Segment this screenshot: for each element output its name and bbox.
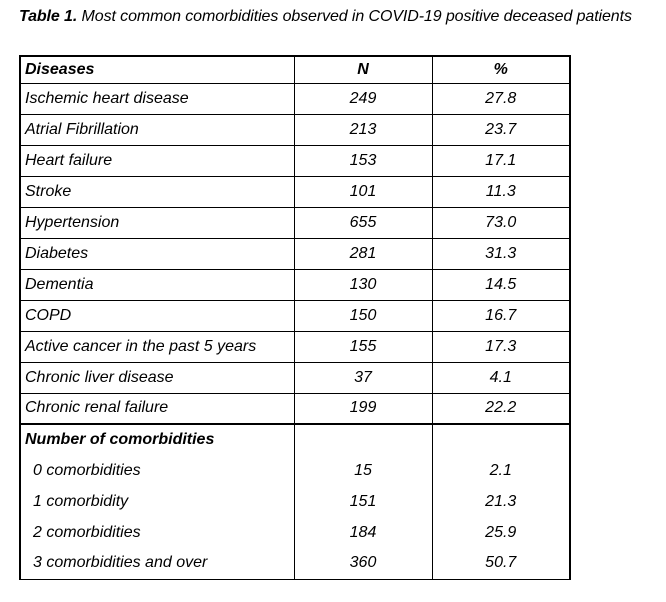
table-row — [20, 517, 570, 548]
disease-percent: 4.1 — [432, 362, 570, 393]
table-caption-text: Most common comorbidities observed in COVID-19 positive deceased patients — [81, 8, 632, 25]
disease-name: Stroke — [20, 176, 294, 207]
disease-name: Hypertension — [20, 207, 294, 238]
comorbidity-count-label: 1 comorbidity — [20, 486, 294, 517]
table-row — [20, 207, 570, 238]
disease-name: Heart failure — [20, 145, 294, 176]
section-empty-percent — [432, 424, 570, 455]
disease-name: Chronic liver disease — [20, 362, 294, 393]
disease-count: 153 — [294, 145, 432, 176]
disease-name: Chronic renal failure — [20, 393, 294, 424]
comorbidity-count-label: 2 comorbidities — [20, 517, 294, 548]
disease-name: Dementia — [20, 269, 294, 300]
disease-percent: 17.1 — [432, 145, 570, 176]
comorbidity-count-n: 151 — [294, 486, 432, 517]
table-row — [20, 114, 570, 145]
table-header-row — [20, 56, 570, 83]
disease-percent: 22.2 — [432, 393, 570, 424]
comorbidity-count-n: 360 — [294, 548, 432, 579]
section-title: Number of comorbidities — [20, 424, 294, 455]
table-row — [20, 331, 570, 362]
disease-count: 281 — [294, 238, 432, 269]
disease-count: 101 — [294, 176, 432, 207]
disease-name: COPD — [20, 300, 294, 331]
disease-count: 155 — [294, 331, 432, 362]
header-n: N — [294, 56, 432, 83]
comorbidity-count-percent: 21.3 — [432, 486, 570, 517]
disease-percent: 31.3 — [432, 238, 570, 269]
comorbidity-count-n: 15 — [294, 455, 432, 486]
comorbidity-section-header — [20, 424, 570, 455]
disease-percent: 27.8 — [432, 83, 570, 114]
comorbidity-count-percent: 25.9 — [432, 517, 570, 548]
table-row — [20, 548, 570, 579]
table-row — [20, 393, 570, 424]
disease-name: Diabetes — [20, 238, 294, 269]
disease-count: 130 — [294, 269, 432, 300]
disease-count: 150 — [294, 300, 432, 331]
comorbidity-count-percent: 2.1 — [432, 455, 570, 486]
header-diseases: Diseases — [20, 56, 294, 83]
section-empty-n — [294, 424, 432, 455]
disease-percent: 17.3 — [432, 331, 570, 362]
table-row — [20, 300, 570, 331]
table-row — [20, 455, 570, 486]
comorbidities-table — [19, 55, 571, 580]
disease-count: 249 — [294, 83, 432, 114]
table-row — [20, 176, 570, 207]
comorbidity-count-n: 184 — [294, 517, 432, 548]
table-row — [20, 83, 570, 114]
disease-percent: 23.7 — [432, 114, 570, 145]
disease-count: 655 — [294, 207, 432, 238]
disease-name: Active cancer in the past 5 years — [20, 331, 294, 362]
comorbidity-count-label: 0 comorbidities — [20, 455, 294, 486]
disease-count: 37 — [294, 362, 432, 393]
comorbidity-count-percent: 50.7 — [432, 548, 570, 579]
disease-name: Ischemic heart disease — [20, 83, 294, 114]
table-row — [20, 238, 570, 269]
disease-percent: 11.3 — [432, 176, 570, 207]
disease-count: 199 — [294, 393, 432, 424]
table-row — [20, 362, 570, 393]
table-row — [20, 486, 570, 517]
table-row — [20, 269, 570, 300]
disease-count: 213 — [294, 114, 432, 145]
table-row — [20, 145, 570, 176]
disease-percent: 73.0 — [432, 207, 570, 238]
disease-percent: 14.5 — [432, 269, 570, 300]
comorbidity-count-label: 3 comorbidities and over — [20, 548, 294, 579]
header-percent: % — [432, 56, 570, 83]
disease-percent: 16.7 — [432, 300, 570, 331]
table-caption — [19, 8, 632, 26]
table-caption-label: Table 1. — [19, 8, 78, 25]
disease-name: Atrial Fibrillation — [20, 114, 294, 145]
